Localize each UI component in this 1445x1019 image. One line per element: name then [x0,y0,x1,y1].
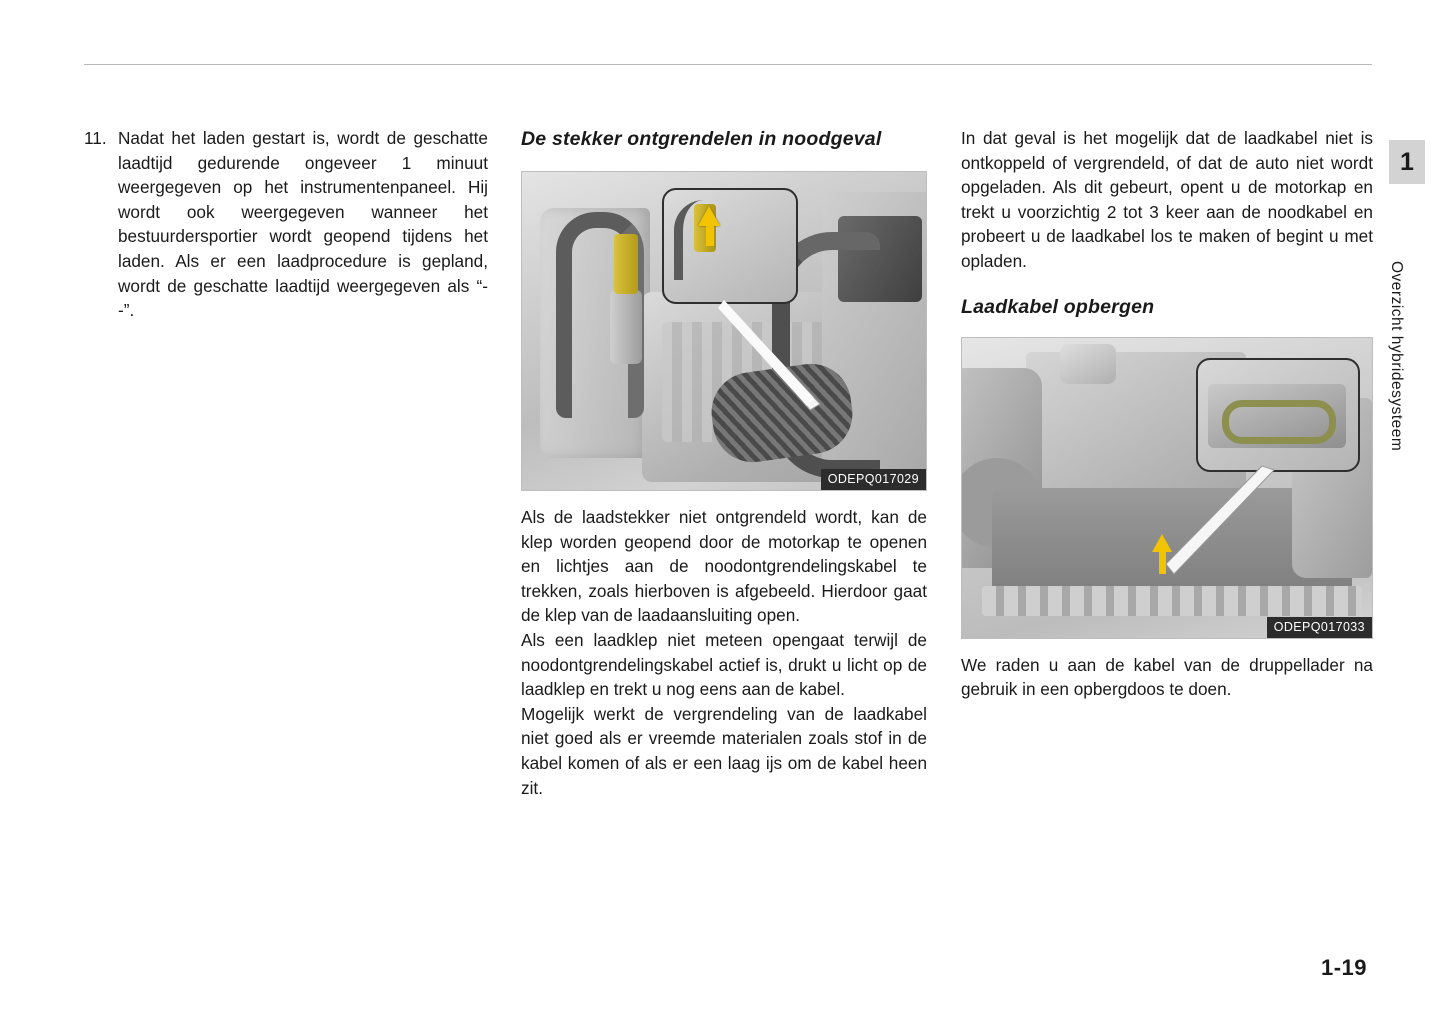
paragraph-right-1: In dat geval is het mogelijk dat de laadkabel niet is ontkoppeld of vergrendeld, of dat de auto niet wordt opgeladen. Als dit gebeurt, opent u de motorkap en trekt u voorzichtig 2 tot 3 keer aan de noodkabel en probeert u de laadkabel los te maken of begint u met opladen. [961,128,1373,271]
callout-leader-lines [522,172,926,490]
column-middle [521,126,927,800]
figure-trunk-storage [961,337,1373,639]
section-heading-emergency-unlock: De stekker ontgrendelen in noodgeval [521,128,882,150]
step-text: Nadat het laden gestart is, wordt de geschatte laadtijd gedurende ongeveer 1 minuut weergegeven op het instrumentenpaneel. Hij wordt ook weergegeven wanneer het bestuurdersportier wordt geopend tijdens het laden. Als er een laadprocedure is gepland, wordt de geschatte laadtijd weergegeven als “--”. [118,128,488,321]
page-number: 1-19 [1320,955,1367,980]
section-heading-cable-storage: Laadkabel opbergen [961,295,1155,318]
paragraph-unlock-3: Mogelijk werkt de vergrendeling van de laadkabel niet goed als er vreemde materialen zoals stof in de kabel komen of als er een laag ijs om de kabel heen zit. [521,703,927,798]
column-left [84,126,488,323]
figure-code: ODEPQ017033 [1267,617,1372,638]
paragraph-unlock-1: Als de laadstekker niet ontgrendeld wordt, kan de klep worden geopend door de motorkap te openen en lichtjes aan de noodontgrendelingskabel te trekken, zoals hierboven is afgebeeld. Hierdoor gaat de klep van de laadaansluiting open. [521,507,927,626]
step-number: 11. [84,128,107,148]
chapter-number: 1 [1389,140,1425,184]
callout-leader-lines [962,338,1372,638]
chapter-title: Overzicht hybridesysteem [1388,260,1405,452]
paragraph-unlock-2: Als een laadklep niet meteen opengaat terwijl de noodontgrendelingskabel actief is, drukt u licht op de laadklep en trekt u nog eens aan de kabel. [521,629,927,700]
figure-code: ODEPQ017029 [821,469,926,490]
figure-engine-bay [521,171,927,491]
numbered-step [84,126,488,323]
header-divider [84,64,1372,65]
paragraph-right-2: We raden u aan de kabel van de druppellader na gebruik in een opbergdoos te doen. [961,654,1373,700]
chapter-tab [1387,140,1427,506]
column-right [961,126,1373,702]
